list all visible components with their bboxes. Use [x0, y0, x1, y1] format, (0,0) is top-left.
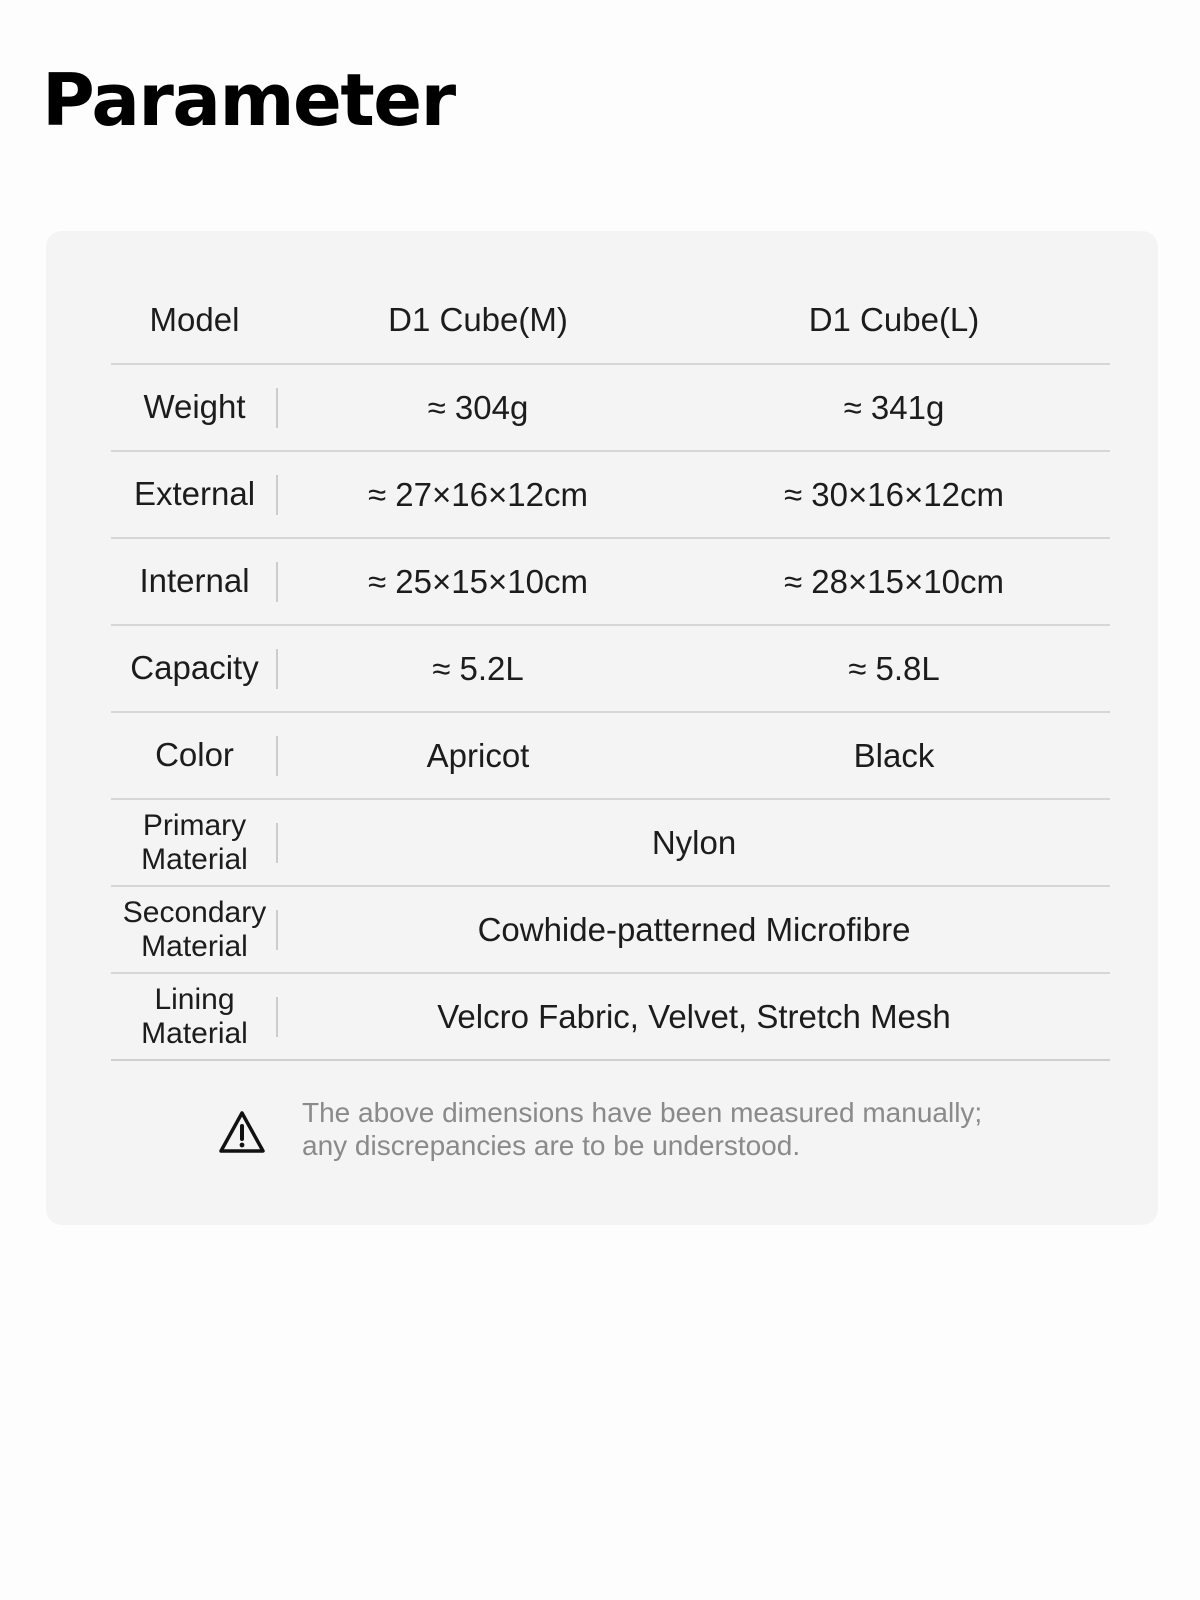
row-label-line1: Lining	[154, 982, 235, 1016]
warning-triangle-icon	[218, 1110, 266, 1154]
value-m: ≈ 27×16×12cm	[278, 451, 678, 538]
value-l: ≈ 341g	[678, 364, 1110, 451]
column-divider	[276, 475, 278, 515]
value-shared: Velcro Fabric, Velvet, Stretch Mesh	[278, 973, 1110, 1060]
row-label-line2: Material	[141, 1016, 248, 1050]
column-divider	[276, 910, 278, 950]
table-row	[111, 538, 1110, 625]
disclaimer-line-1: The above dimensions have been measured manually;	[302, 1097, 983, 1128]
header-model-label: Model	[111, 277, 278, 364]
value-m: ≈ 5.2L	[278, 625, 678, 712]
row-label-cell	[111, 364, 278, 451]
row-label: Weight	[143, 388, 246, 426]
value-l: ≈ 28×15×10cm	[678, 538, 1110, 625]
value-shared: Cowhide-patterned Microfibre	[278, 886, 1110, 973]
row-label-line2: Material	[141, 929, 248, 963]
value-shared: Nylon	[278, 799, 1110, 886]
row-label: External	[133, 475, 256, 513]
disclaimer-note	[218, 1096, 982, 1162]
row-label: Internal	[139, 562, 250, 600]
disclaimer-line-2: any discrepancies are to be understood.	[302, 1130, 801, 1161]
page-title: Parameter	[42, 58, 455, 142]
spec-table	[111, 277, 1110, 1061]
value-l: ≈ 30×16×12cm	[678, 451, 1110, 538]
row-label-line1: Secondary	[122, 895, 267, 929]
row-label-cell	[111, 712, 278, 799]
column-divider	[276, 823, 278, 863]
row-label: Capacity	[130, 649, 259, 687]
table-row	[111, 625, 1110, 712]
value-m: ≈ 304g	[278, 364, 678, 451]
parameter-card	[46, 231, 1158, 1225]
disclaimer-text	[302, 1096, 982, 1162]
row-label: Color	[155, 736, 234, 774]
row-label-cell	[111, 973, 278, 1060]
table-header-row	[111, 277, 1110, 364]
table-row	[111, 712, 1110, 799]
value-m: ≈ 25×15×10cm	[278, 538, 678, 625]
header-model-m: D1 Cube(M)	[278, 277, 678, 364]
table-row	[111, 886, 1110, 973]
row-label-cell	[111, 886, 278, 973]
column-divider	[276, 562, 278, 602]
column-divider	[276, 997, 278, 1037]
value-l: Black	[678, 712, 1110, 799]
table-row	[111, 451, 1110, 538]
column-divider	[276, 736, 278, 776]
row-label-line2: Material	[141, 842, 248, 876]
row-label-cell	[111, 625, 278, 712]
column-divider	[276, 649, 278, 689]
row-label-cell	[111, 451, 278, 538]
table-row	[111, 364, 1110, 451]
value-l: ≈ 5.8L	[678, 625, 1110, 712]
row-label-line1: Primary	[142, 808, 247, 842]
table-row	[111, 799, 1110, 886]
row-label-cell	[111, 538, 278, 625]
table-row	[111, 973, 1110, 1060]
value-m: Apricot	[278, 712, 678, 799]
column-divider	[276, 388, 278, 428]
header-model-l: D1 Cube(L)	[678, 277, 1110, 364]
row-label-cell	[111, 799, 278, 886]
